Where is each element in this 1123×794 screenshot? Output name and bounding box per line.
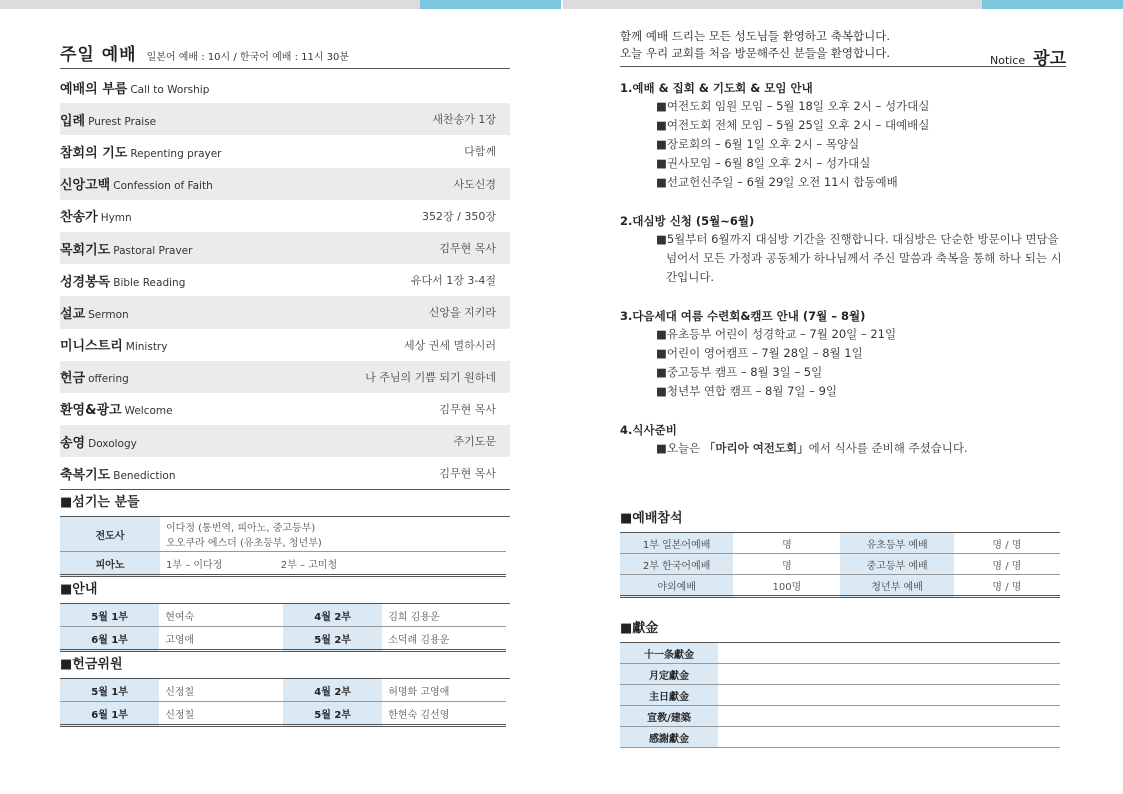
order-item-value: 주기도문 (453, 435, 496, 449)
serve-line: 이다정 (통번역, 피아노, 중고등부) (166, 523, 316, 535)
order-item-value: 김무현 목사 (439, 467, 496, 481)
order-item-en: Confession of Faith (113, 180, 213, 193)
piano-second: 2부 – 고미청 (280, 559, 338, 571)
name-cell: 소덕례 김용운 (382, 627, 506, 651)
table-row (620, 685, 1060, 706)
order-item-value: 김무현 목사 (439, 402, 496, 416)
piano-first: 1부 – 이다정 (166, 559, 223, 571)
count-cell: 명 (733, 554, 840, 575)
order-item-name: 신앙고백 (60, 178, 111, 194)
cell-value (160, 517, 506, 552)
name-cell: 한현숙 김선영 (382, 702, 506, 726)
order-item-title (60, 303, 129, 322)
offering-table (620, 643, 1060, 748)
service-times: 일본어 예배 : 10시 / 한국어 예배 : 11시 30분 (146, 52, 350, 63)
order-item-en: Pastoral Praver (113, 244, 193, 257)
order-row (60, 200, 510, 232)
order-item-title (60, 367, 129, 386)
list-item: ■장로회의 – 6월 1일 오후 2시 – 목양실 (656, 137, 860, 151)
order-item-en: Sermon (88, 308, 129, 321)
list-item: ■5월부터 6월까지 대심방 기간을 진행합니다. 대심방은 단순한 방문이나 면담을 넘어서 모든 가정과 공동체가 하나님께서 주신 말씀과 축복을 통해 하나 되는 시간입니다. (656, 232, 1062, 284)
order-item-en: offering (88, 373, 129, 386)
offering-section (620, 616, 1060, 748)
guide-title: ■안내 (60, 577, 510, 604)
service-title: 주일 예배 (60, 45, 137, 65)
order-item-name: 입례 (60, 113, 86, 129)
section-title: 1.예배 & 집회 & 기도회 & 모임 안내 (620, 81, 813, 95)
count-cell: 명 / 명 (954, 554, 1060, 575)
date-cell: 4월 2부 (283, 604, 382, 627)
notice-ko: 광고 (1033, 49, 1066, 69)
left-page (60, 40, 510, 727)
servers-title: ■섬기는 분들 (60, 490, 510, 517)
offering-type-cell: 宣教/建築 (620, 706, 718, 727)
section-list (620, 97, 1066, 192)
order-item-value: 유다서 1장 3-4절 (410, 274, 496, 288)
date-cell: 6월 1부 (60, 627, 159, 651)
offering-committee-table (60, 679, 506, 727)
attendance-table (620, 533, 1060, 598)
serve-line: 오오쿠라 에스더 (유초등부, 청년부) (166, 538, 322, 550)
notice-heading (990, 44, 1066, 69)
cell-label: 전도사 (60, 517, 160, 552)
service-header (60, 40, 510, 69)
order-item-name: 환영&광고 (60, 403, 122, 419)
section-title: 3.다음세대 여름 수련회&캠프 안내 (7월 – 8월) (620, 309, 866, 323)
order-row (60, 296, 510, 328)
name-cell: 고영애 (159, 627, 283, 651)
order-item-name: 설교 (60, 306, 86, 322)
table-row (620, 575, 1060, 597)
list-item: ■청년부 연합 캠프 – 8월 7일 – 9일 (656, 384, 837, 398)
order-item-name: 참회의 기도 (60, 145, 128, 161)
offering-committee-title: ■헌금위원 (60, 652, 510, 679)
offering-type-cell: 月定獻金 (620, 664, 718, 685)
date-cell: 5월 2부 (283, 702, 382, 726)
order-row (60, 393, 510, 425)
order-item-title (60, 432, 137, 451)
table-row (60, 517, 506, 552)
table-row (620, 643, 1060, 664)
order-item-en: Ministry (125, 341, 168, 354)
announcements (620, 79, 1066, 458)
order-item-title (60, 174, 213, 193)
count-cell: 100명 (733, 575, 840, 597)
order-item-title (60, 110, 156, 129)
cell-label: 피아노 (60, 552, 160, 576)
list-item (656, 439, 1066, 458)
welcome-line: 오늘 우리 교회를 처음 방문해주신 분들을 환영합니다. (620, 46, 890, 60)
service-cell: 중고등부 예배 (840, 554, 953, 575)
offering-amount-cell (718, 664, 1060, 685)
order-item-title (60, 399, 173, 418)
order-item-name: 예배의 부름 (60, 81, 128, 97)
order-item-en: Bible Reading (113, 276, 186, 289)
order-item-en: Call to Worship (130, 83, 210, 96)
name-cell: 허명화 고영애 (382, 679, 506, 702)
list-item: ■중고등부 캠프 – 8월 3일 – 5일 (656, 365, 823, 379)
table-row (620, 664, 1060, 685)
order-item-name: 미니스트리 (60, 339, 123, 355)
accent-bar-left (420, 0, 561, 9)
attendance-title: ■예배참석 (620, 506, 1060, 533)
offering-amount-cell (718, 706, 1060, 727)
table-row (60, 604, 506, 627)
service-cell: 청년부 예배 (840, 575, 953, 597)
date-cell: 6월 1부 (60, 702, 159, 726)
list-item: ■권사모임 – 6월 8일 오후 2시 – 성가대실 (656, 156, 871, 170)
table-row (620, 706, 1060, 727)
offering-amount-cell (718, 727, 1060, 748)
right-page (620, 28, 1066, 478)
order-item-title (60, 206, 132, 225)
list-item: ■유초등부 어린이 성경학교 – 7월 20일 – 21일 (656, 327, 897, 341)
order-item-name: 성경봉독 (60, 274, 111, 290)
order-item-name: 송영 (60, 435, 86, 451)
cell-value (160, 552, 506, 576)
table-row (620, 727, 1060, 748)
meal-post: 에서 식사를 준비해 주셨습니다. (808, 441, 968, 455)
welcome-line: 함께 예배 드리는 모든 성도님들 환영하고 축복합니다. (620, 29, 890, 43)
offering-type-cell: 感謝獻金 (620, 727, 718, 748)
order-item-value: 사도신경 (453, 177, 496, 191)
service-cell: 유초등부 예배 (840, 533, 953, 554)
order-item-title (60, 78, 209, 97)
order-item-value: 352장 / 350장 (422, 209, 496, 223)
offering-title: ■獻金 (620, 616, 1060, 643)
order-item-value: 세상 권세 멸하시러 (403, 338, 496, 352)
table-row (620, 533, 1060, 554)
section-title: 4.식사준비 (620, 423, 677, 437)
order-item-name: 헌금 (60, 371, 86, 387)
order-row (60, 232, 510, 264)
date-cell: 5월 1부 (60, 679, 159, 702)
order-row (60, 135, 510, 167)
order-row (60, 168, 510, 200)
offering-type-cell: 十一条獻金 (620, 643, 718, 664)
meal-group: 「마리아 여전도회」 (703, 441, 809, 455)
order-item-en: Doxology (88, 437, 137, 450)
order-item-name: 찬송가 (60, 210, 98, 226)
order-row (60, 457, 510, 490)
order-item-value: 나 주님의 기쁨 되기 원하네 (365, 370, 496, 384)
order-row (60, 71, 510, 103)
count-cell: 명 / 명 (954, 575, 1060, 597)
order-item-title (60, 142, 222, 161)
name-cell: 현여숙 (159, 604, 283, 627)
order-item-title (60, 335, 167, 354)
count-cell: 명 (733, 533, 840, 554)
notice-en: Notice (989, 54, 1026, 67)
order-item-en: Purest Praise (88, 115, 157, 128)
meal-pre: ■오늘은 (656, 441, 704, 455)
order-row (60, 329, 510, 361)
count-cell: 명 / 명 (954, 533, 1060, 554)
order-row (60, 264, 510, 296)
date-cell: 5월 1부 (60, 604, 159, 627)
service-cell: 2부 한국어예배 (620, 554, 733, 575)
name-cell: 신정칠 (159, 702, 283, 726)
order-item-name: 축복기도 (60, 467, 111, 483)
order-row (60, 361, 510, 393)
name-cell: 신정칠 (159, 679, 283, 702)
list-item: ■선교헌신주일 – 6월 29일 오전 11시 합동예배 (656, 175, 898, 189)
date-cell: 5월 2부 (283, 627, 382, 651)
table-row (60, 702, 506, 726)
name-cell: 김희 김용운 (382, 604, 506, 627)
offering-type-cell: 主日獻金 (620, 685, 718, 706)
accent-bar-right (982, 0, 1123, 9)
section-list (620, 230, 1066, 287)
table-row (60, 552, 506, 576)
order-of-worship (60, 71, 510, 490)
offering-amount-cell (718, 643, 1060, 664)
order-item-name: 목회기도 (60, 242, 111, 258)
service-cell: 야외예배 (620, 575, 733, 597)
order-item-en: Hymn (100, 212, 132, 225)
order-item-en: Welcome (124, 405, 173, 418)
servers-table (60, 517, 506, 577)
section-title: 2.대심방 신청 (5월~6월) (620, 214, 755, 228)
attendance-section (620, 506, 1060, 598)
order-item-value: 다함께 (464, 145, 496, 159)
order-item-value: 새찬송가 1장 (432, 113, 496, 127)
order-item-en: Repenting prayer (130, 147, 222, 160)
list-item: ■어린이 영어캠프 – 7월 28일 – 8월 1일 (656, 346, 863, 360)
order-item-value: 김무현 목사 (439, 242, 496, 256)
section-list (620, 439, 1066, 458)
list-item: ■여전도회 전체 모임 – 5월 25일 오후 2시 – 대예배실 (656, 118, 930, 132)
list-item: ■여전도회 임원 모임 – 5월 18일 오후 2시 – 성가대실 (656, 99, 930, 113)
order-row (60, 425, 510, 457)
section-list (620, 325, 1066, 401)
table-row (620, 554, 1060, 575)
order-item-en: Benediction (113, 469, 176, 482)
order-item-value: 신앙을 지키라 (428, 306, 496, 320)
order-item-title (60, 239, 192, 258)
table-row (60, 679, 506, 702)
date-cell: 4월 2부 (283, 679, 382, 702)
service-cell: 1부 일본어예배 (620, 533, 733, 554)
table-row (60, 627, 506, 651)
guide-table (60, 604, 506, 652)
offering-amount-cell (718, 685, 1060, 706)
order-item-title (60, 271, 185, 290)
order-item-title (60, 464, 175, 483)
order-row (60, 103, 510, 135)
